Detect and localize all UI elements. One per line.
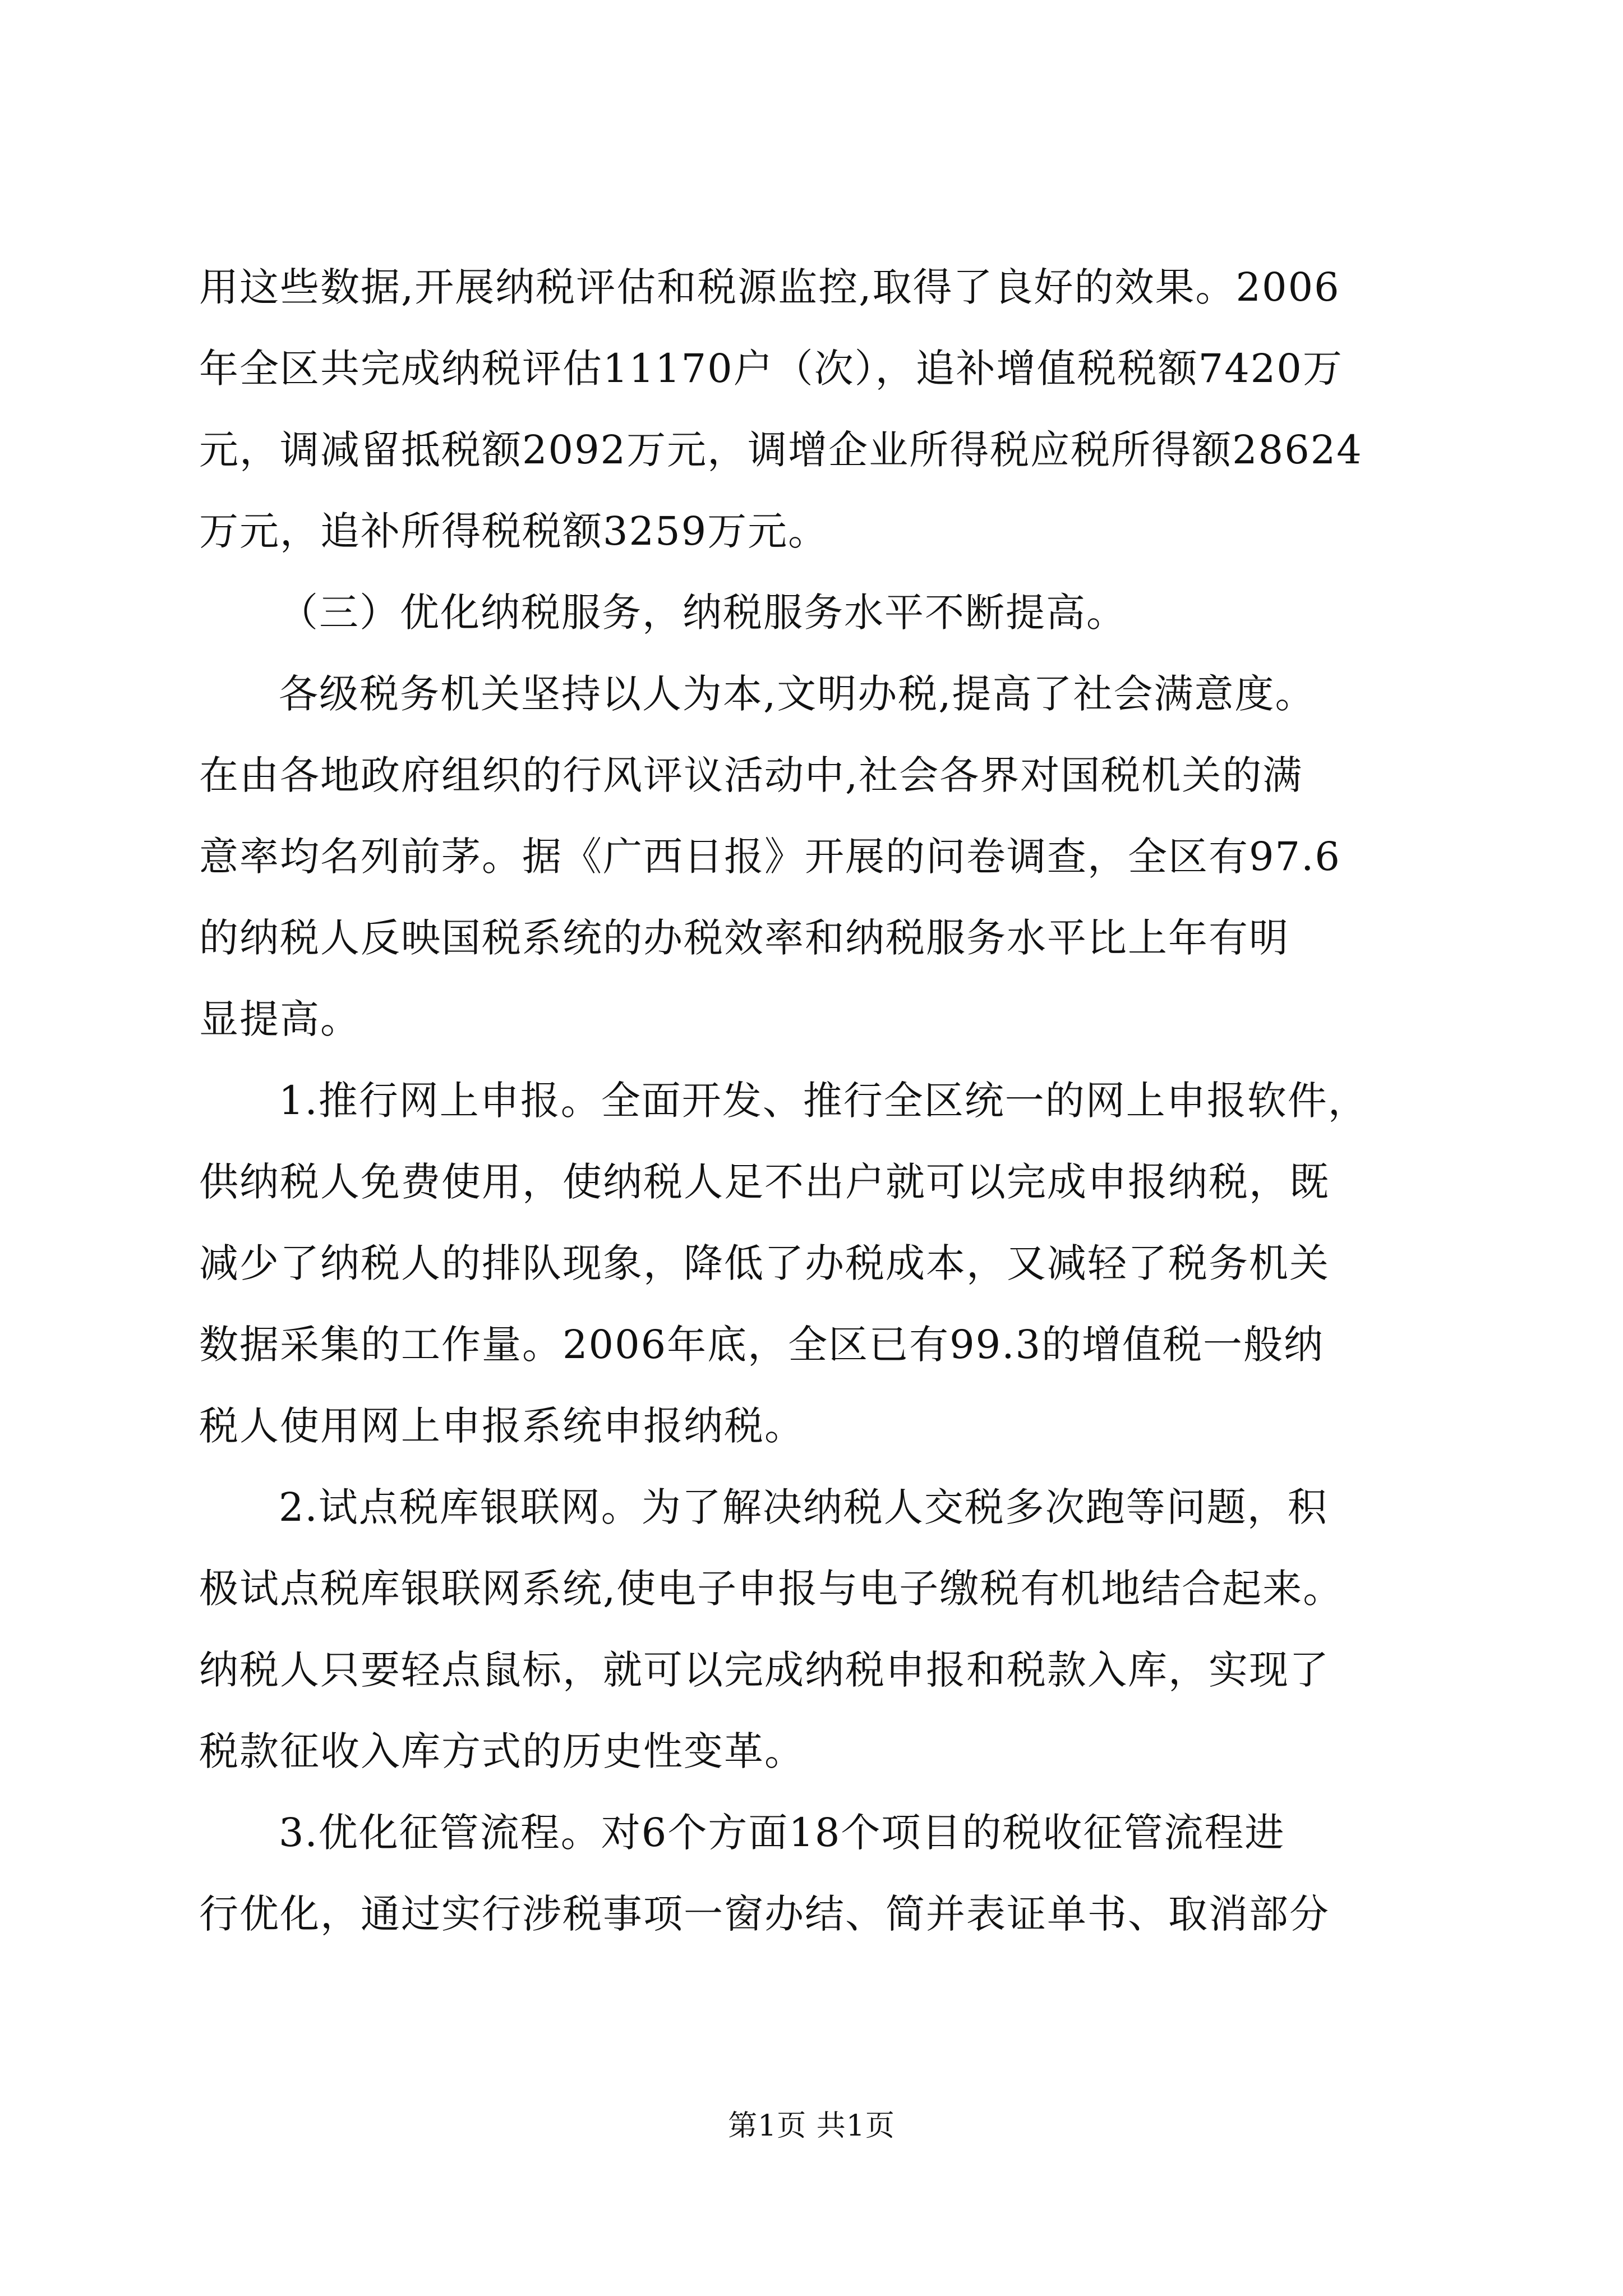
- list-item-heading: 3.优化征管流程。对6个方面18个项目的税收征管流程进: [279, 1810, 1285, 1856]
- text-line: 意率均名列前茅。据《广西日报》开展的问卷调查，全区有97.6: [199, 834, 1341, 880]
- text-line: 元，调减留抵税额2092万元，调增企业所得税应税所得额28624: [199, 427, 1363, 473]
- document-body: [199, 247, 1430, 1955]
- text-line: 用这些数据,开展纳税评估和税源监控,取得了良好的效果。2006: [199, 264, 1340, 310]
- text-line: 纳税人只要轻点鼠标，就可以完成纳税申报和税款入库，实现了: [199, 1647, 1330, 1693]
- text-line: 供纳税人免费使用，使纳税人足不出户就可以完成申报纳税，既: [199, 1159, 1330, 1205]
- text-line: 年全区共完成纳税评估11170户（次），追补增值税税额7420万: [199, 346, 1343, 392]
- page-footer: [0, 2106, 1623, 2146]
- text-line: 的纳税人反映国税系统的办税效率和纳税服务水平比上年有明: [199, 915, 1289, 961]
- text-line: 显提高。: [199, 996, 361, 1042]
- text-line: 数据采集的工作量。2006年底，全区已有99.3的增值税一般纳: [199, 1322, 1325, 1368]
- text-line: 税人使用网上申报系统申报纳税。: [199, 1403, 805, 1449]
- text-line: 减少了纳税人的排队现象，降低了办税成本，又减轻了税务机关: [199, 1240, 1330, 1286]
- text-line: 在由各地政府组织的行风评议活动中,社会各界对国税机关的满: [199, 752, 1303, 798]
- text-line: 极试点税库银联网系统,使电子申报与电子缴税有机地结合起来。: [199, 1566, 1344, 1612]
- section-heading: （三）优化纳税服务，纳税服务水平不断提高。: [279, 590, 1127, 636]
- text-line: 各级税务机关坚持以人为本,文明办税,提高了社会满意度。: [279, 671, 1316, 717]
- text-line: 行优化，通过实行涉税事项一窗办结、简并表证单书、取消部分: [199, 1891, 1330, 1937]
- list-item-heading: 2.试点税库银联网。为了解决纳税人交税多次跑等问题，积: [279, 1484, 1328, 1530]
- text-line: 税款征收入库方式的历史性变革。: [199, 1728, 805, 1774]
- page-number: 第1页 共1页: [728, 2109, 895, 2143]
- list-item-heading: 1.推行网上申报。全面开发、推行全区统一的网上申报软件，: [279, 1078, 1368, 1124]
- text-line: 万元，追补所得税税额3259万元。: [199, 508, 829, 554]
